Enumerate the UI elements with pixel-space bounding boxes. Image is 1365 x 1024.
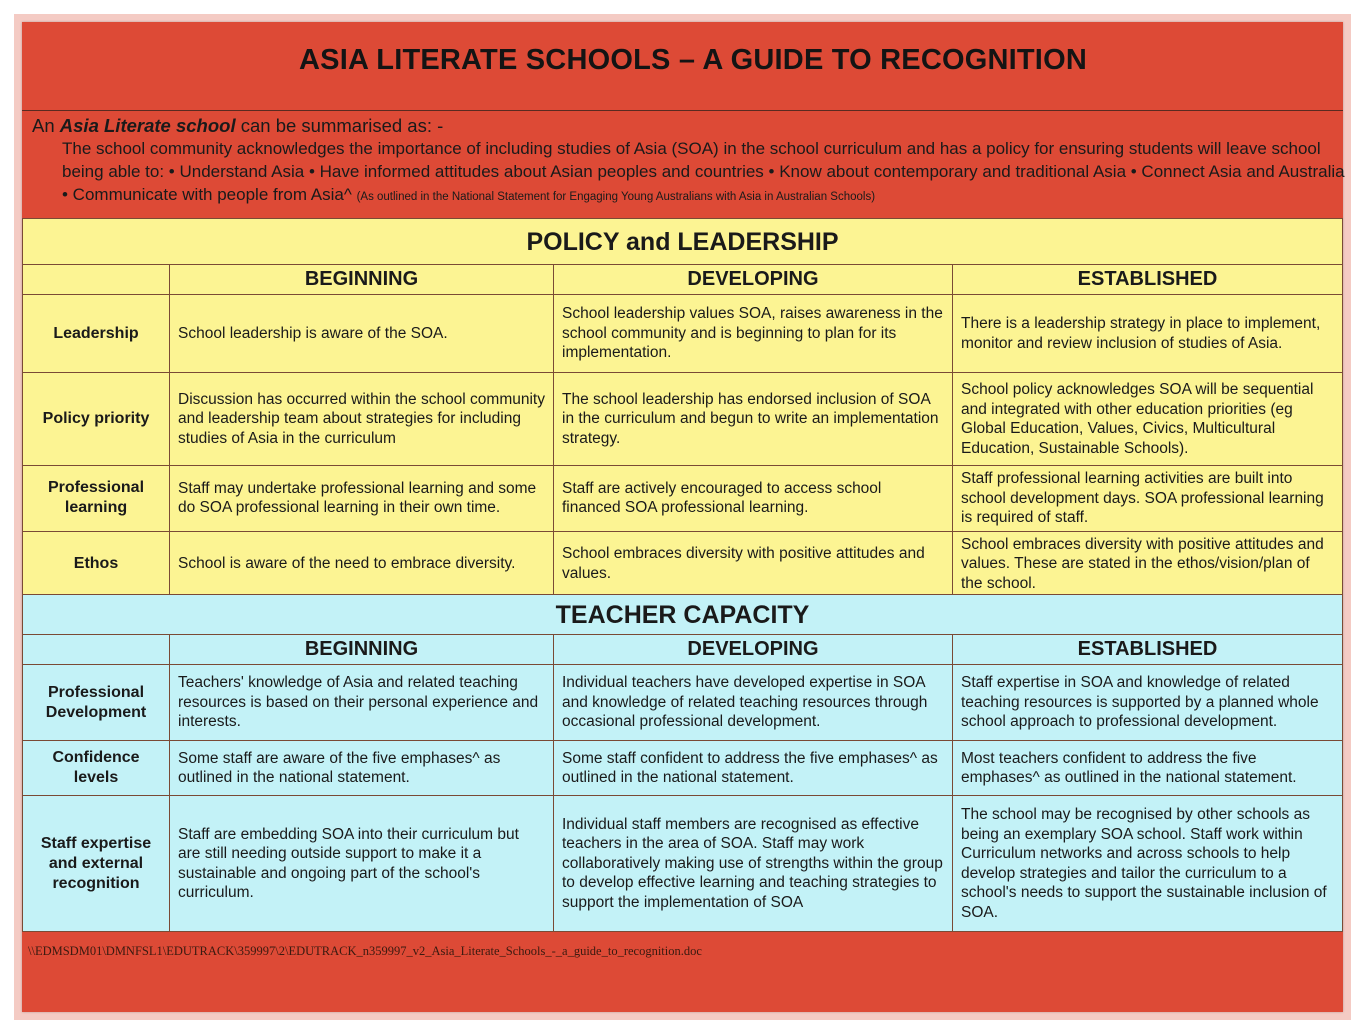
cell-beginning: Discussion has occurred within the school community and leadership team about strategies for including studies of Asia in the curriculum	[170, 373, 554, 466]
cell-beginning: Staff are embedding SOA into their curriculum but are still needing outside support to make it a sustainable and ongoing part of the school's curriculum.	[170, 796, 554, 932]
page-title: ASIA LITERATE SCHOOLS – A GUIDE TO RECOGNITION	[299, 44, 1087, 76]
cell-established: Staff professional learning activities are built into school development days. SOA professional learning is required of staff.	[953, 466, 1343, 532]
policy-leadership-table	[22, 218, 1343, 597]
cell-developing: Individual staff members are recognised as effective teachers in the area of SOA. Staff may work collaboratively making use of strengths within the group to develop effective learning and teaching strategies to support the implementation of SOA	[554, 796, 953, 932]
cell-beginning: School is aware of the need to embrace diversity.	[170, 531, 554, 597]
table-row	[23, 466, 1343, 532]
cell-developing: School embraces diversity with positive attitudes and values.	[554, 531, 953, 597]
teacher-capacity-table	[22, 594, 1343, 932]
cell-beginning: Staff may undertake professional learning and some do SOA professional learning in their own time.	[170, 466, 554, 532]
cell-established: School policy acknowledges SOA will be sequential and integrated with other education priorities (eg Global Education, Values, Civics, Multicultural Education, Sustainable Schools).	[953, 373, 1343, 466]
cell-established: Most teachers confident to address the five emphases^ as outlined in the national statement.	[953, 741, 1343, 796]
table-row	[23, 741, 1343, 796]
cell-established: The school may be recognised by other schools as being an exemplary SOA school. Staff work within Curriculum networks and across schools to help develop strategies and tailor the curriculum to a school's needs to support the sustainable inclusion of SOA.	[953, 796, 1343, 932]
header-established: ESTABLISHED	[953, 265, 1343, 295]
header-beginning: BEGINNING	[170, 635, 554, 665]
table-row	[23, 295, 1343, 373]
header-beginning: BEGINNING	[170, 265, 554, 295]
row-label: Professional learning	[23, 466, 170, 532]
intro-section	[22, 110, 1343, 221]
cell-developing: School leadership values SOA, raises awareness in the school community and is beginning to plan for its implementation.	[554, 295, 953, 373]
intro-body-text: The school community acknowledges the importance of including studies of Asia (SOA) in the school curriculum and has a policy for ensuring students will leave school being able to: • Understand Asia • Have informed attitudes about Asian peoples and countries • Know about contemporary and traditional Asia • Connect Asia and Australia • Communicate with people from Asia^	[62, 139, 1345, 204]
intro-lead-bold: Asia Literate school	[59, 115, 236, 136]
cell-developing: Individual teachers have developed expertise in SOA and knowledge of related teaching resources through occasional professional development.	[554, 665, 953, 741]
row-label: Confidence levels	[23, 741, 170, 796]
cell-beginning: School leadership is aware of the SOA.	[170, 295, 554, 373]
cell-beginning: Teachers' knowledge of Asia and related teaching resources is based on their personal experience and interests.	[170, 665, 554, 741]
cell-developing: Staff are actively encouraged to access school financed SOA professional learning.	[554, 466, 953, 532]
table-row	[23, 531, 1343, 597]
intro-lead-after: can be summarised as: -	[235, 115, 444, 136]
row-label: Leadership	[23, 295, 170, 373]
cell-established: There is a leadership strategy in place to implement, monitor and review inclusion of studies of Asia.	[953, 295, 1343, 373]
intro-lead-before: An	[32, 115, 60, 136]
table-row	[23, 373, 1343, 466]
row-label: Staff expertise and external recognition	[23, 796, 170, 932]
section-title-teacher: TEACHER CAPACITY	[23, 595, 1343, 635]
file-path-footer: \\EDMSDM01\DMNFSL1\EDUTRACK\359997\2\EDUTRACK_n359997_v2_Asia_Literate_Schools_-_a_guide_to_recognition.doc	[28, 944, 702, 958]
intro-note: (As outlined in the National Statement for Engaging Young Australians with Asia in Australian Schools)	[356, 191, 876, 203]
header-established: ESTABLISHED	[953, 635, 1343, 665]
header-blank	[23, 635, 170, 665]
row-label: Policy priority	[23, 373, 170, 466]
cell-developing: The school leadership has endorsed inclusion of SOA in the curriculum and begun to write an implementation strategy.	[554, 373, 953, 466]
table-row	[23, 796, 1343, 932]
header-developing: DEVELOPING	[554, 265, 953, 295]
section-title-policy: POLICY and LEADERSHIP	[23, 219, 1343, 265]
cell-established: School embraces diversity with positive attitudes and values. These are stated in the ethos/vision/plan of the school.	[953, 531, 1343, 597]
cell-established: Staff expertise in SOA and knowledge of related teaching resources is supported by a planned whole school approach to professional development.	[953, 665, 1343, 741]
header-blank	[23, 265, 170, 295]
intro-lead	[32, 115, 443, 137]
cell-developing: Some staff confident to address the five emphases^ as outlined in the national statement.	[554, 741, 953, 796]
intro-body	[62, 137, 1347, 209]
cell-beginning: Some staff are aware of the five emphases^ as outlined in the national statement.	[170, 741, 554, 796]
table-row	[23, 665, 1343, 741]
row-label: Professional Development	[23, 665, 170, 741]
row-label: Ethos	[23, 531, 170, 597]
header-developing: DEVELOPING	[554, 635, 953, 665]
